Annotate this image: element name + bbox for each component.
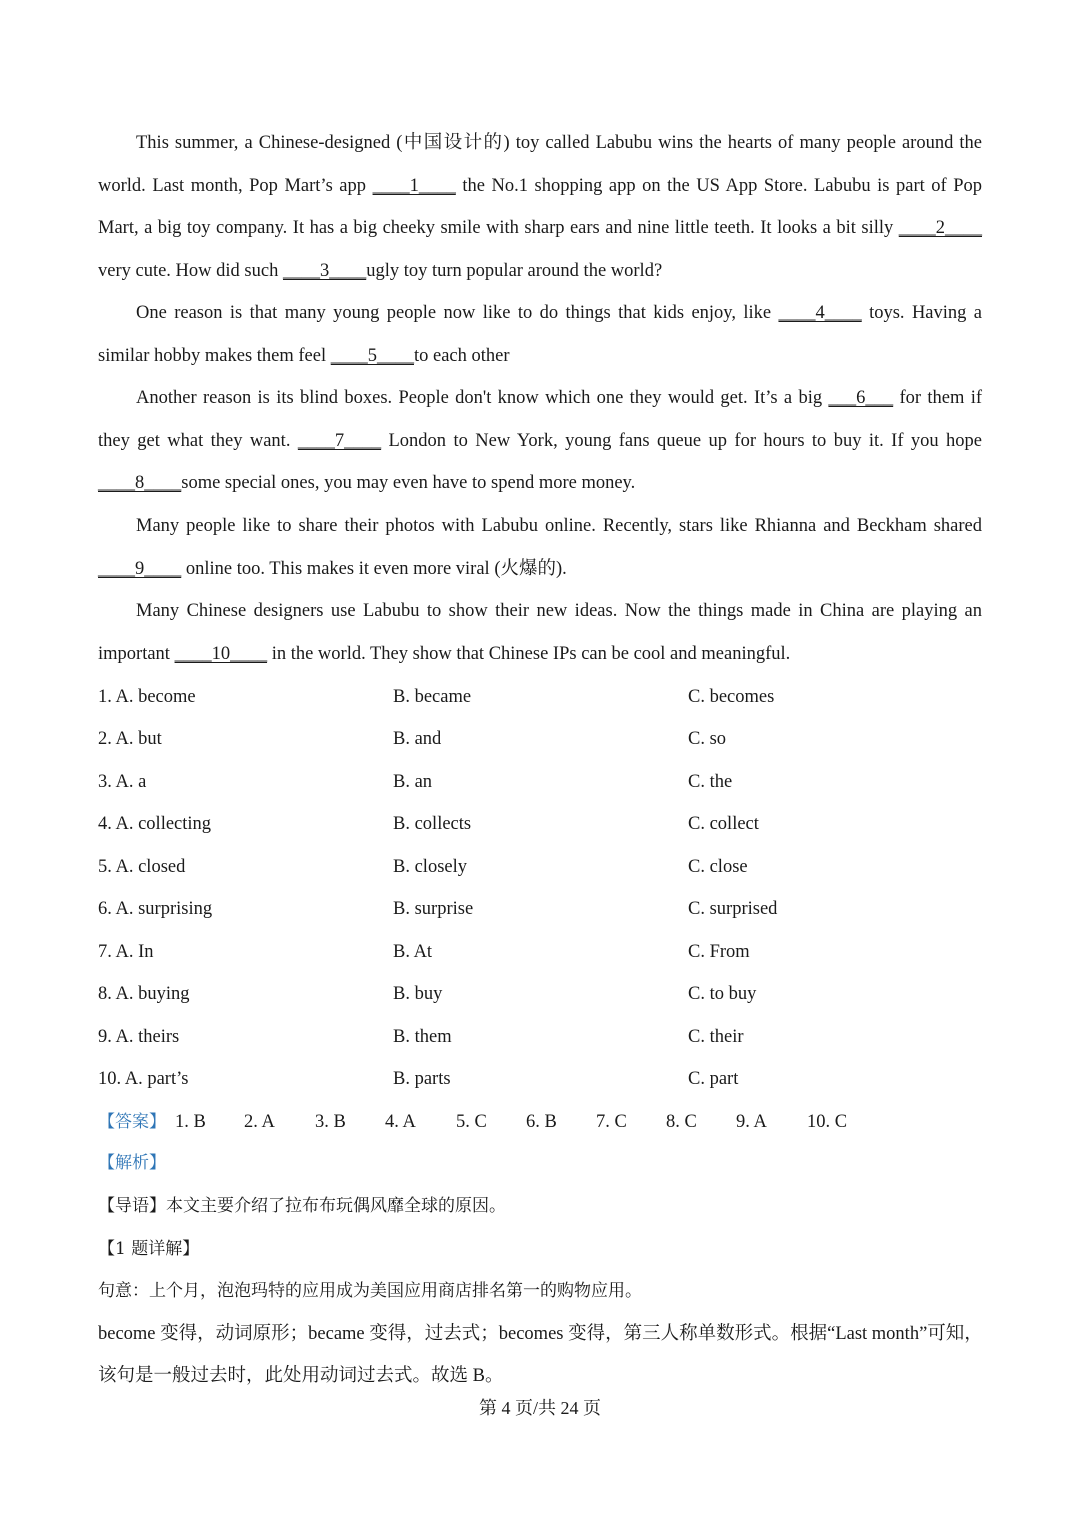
- option-c: C. to buy: [688, 984, 757, 1004]
- question-row-4: [98, 803, 982, 845]
- question-1-detail: become 变得，动词原形；became 变得，过去式；becomes 变得，第三人称单数形式。根据“Last month”可知，: [98, 1324, 983, 1344]
- option-b: B. and: [393, 729, 442, 749]
- passage-paragraph-3: Another reason is its blind boxes. People don't know which one they would get. It’s a big ___6___ for them if they get what they want. ____7____ London to New York, young fans queue up for hours to buy it. If you hope ____8____some special ones, you may even have to spend more money.: [98, 388, 982, 493]
- question-row-9: [98, 1016, 982, 1058]
- option-b: B. them: [393, 1027, 452, 1047]
- answer-item: 5. C: [456, 1112, 487, 1132]
- blank-5: ____5____: [330, 345, 414, 366]
- analysis-label: 【解析】: [98, 1153, 166, 1173]
- question-row-6: [98, 888, 982, 930]
- option-c: C. close: [688, 857, 748, 877]
- answer-item: 1. B: [175, 1112, 206, 1132]
- analysis-intro: 【导语】本文主要介绍了拉布布玩偶风靡全球的原因。: [98, 1196, 506, 1216]
- option-b: B. parts: [393, 1069, 451, 1089]
- option-a: 6. A. surprising: [98, 899, 213, 919]
- passage-paragraph-2: One reason is that many young people now like to do things that kids enjoy, like ____4____ toys. Having a similar hobby makes them feel ____5____to each other: [98, 303, 982, 366]
- answer-item: 9. A: [736, 1112, 767, 1132]
- option-a: 9. A. theirs: [98, 1027, 180, 1047]
- blank-10: ____10____: [174, 643, 268, 664]
- answer-item: 3. B: [315, 1112, 346, 1132]
- option-b: B. an: [393, 772, 433, 792]
- question-1-detail-continued: 该句是一般过去时，此处用动词过去式。故选 B。: [98, 1366, 504, 1386]
- option-a: 10. A. part’s: [98, 1069, 189, 1089]
- option-a: 7. A. In: [98, 942, 154, 962]
- option-b: B. closely: [393, 857, 467, 877]
- option-b: B. collects: [393, 814, 472, 834]
- question-row-2: [98, 718, 982, 760]
- option-a: 3. A. a: [98, 772, 147, 792]
- answer-item: 10. C: [807, 1112, 848, 1132]
- option-c: C. part: [688, 1069, 739, 1089]
- blank-1: ____1____: [372, 175, 456, 196]
- blank-9: ____9____: [98, 558, 182, 579]
- blank-7: ____7____: [297, 430, 382, 451]
- option-a: 8. A. buying: [98, 984, 190, 1004]
- answer-item: 2. A: [244, 1112, 275, 1132]
- question-row-3: [98, 761, 982, 803]
- passage-paragraph-5: Many Chinese designers use Labubu to show their new ideas. Now the things made in China are playing an important ____10____ in the world. They show that Chinese IPs can be cool and meaningful.: [98, 601, 982, 664]
- option-c: C. their: [688, 1027, 744, 1047]
- option-c: C. the: [688, 772, 733, 792]
- question-row-5: [98, 846, 982, 888]
- option-c: C. becomes: [688, 687, 775, 707]
- page-number: 第 4 页/共 24 页: [478, 1398, 601, 1418]
- question-1-heading: 【1 题详解】: [98, 1239, 200, 1259]
- option-a: 1. A. become: [98, 687, 196, 707]
- option-b: B. At: [393, 942, 433, 962]
- question-row-8: [98, 973, 982, 1015]
- option-b: B. buy: [393, 984, 443, 1004]
- option-c: C. collect: [688, 814, 759, 834]
- blank-8: ____8____: [98, 473, 182, 493]
- blank-2: ____2____: [898, 218, 982, 238]
- passage-paragraph-1: This summer, a Chinese-designed (中国设计的) toy called Labubu wins the hearts of many people around the world. Last month, Pop Mart’s app ____1____ the No.1 shopping app on the US App Store. Labubu is part of Pop Mart, a big toy company. It has a big cheeky smile with sharp ears and nine little teeth. It looks a bit silly ____2____ very cute. How did such ____3____ugly toy turn popular around the world?: [98, 133, 983, 281]
- option-a: 5. A. closed: [98, 857, 186, 877]
- answer-label: 【答案】: [98, 1112, 166, 1132]
- passage-paragraph-4: Many people like to share their photos with Labubu online. Recently, stars like Rhianna and Beckham shared ____9____ online too. This makes it even more viral (火爆的).: [98, 516, 982, 579]
- question-row-1: [98, 676, 982, 718]
- option-a: 2. A. but: [98, 729, 162, 749]
- option-c: C. surprised: [688, 899, 778, 919]
- answer-item: 8. C: [666, 1112, 697, 1132]
- option-a: 4. A. collecting: [98, 814, 212, 834]
- option-b: B. surprise: [393, 899, 474, 919]
- blank-3: ____3____: [282, 260, 367, 281]
- question-1-meaning: 句意：上个月，泡泡玛特的应用成为美国应用商店排名第一的购物应用。: [98, 1281, 642, 1301]
- question-row-7: [98, 931, 982, 973]
- blank-6: ___6___: [828, 388, 894, 408]
- answer-item: 6. B: [526, 1112, 557, 1132]
- option-b: B. became: [393, 687, 472, 707]
- answer-item: 7. C: [596, 1112, 627, 1132]
- option-c: C. From: [688, 942, 750, 962]
- option-c: C. so: [688, 729, 727, 749]
- answer-item: 4. A: [385, 1112, 416, 1132]
- blank-4: ____4____: [778, 303, 862, 323]
- question-row-10: [98, 1058, 982, 1100]
